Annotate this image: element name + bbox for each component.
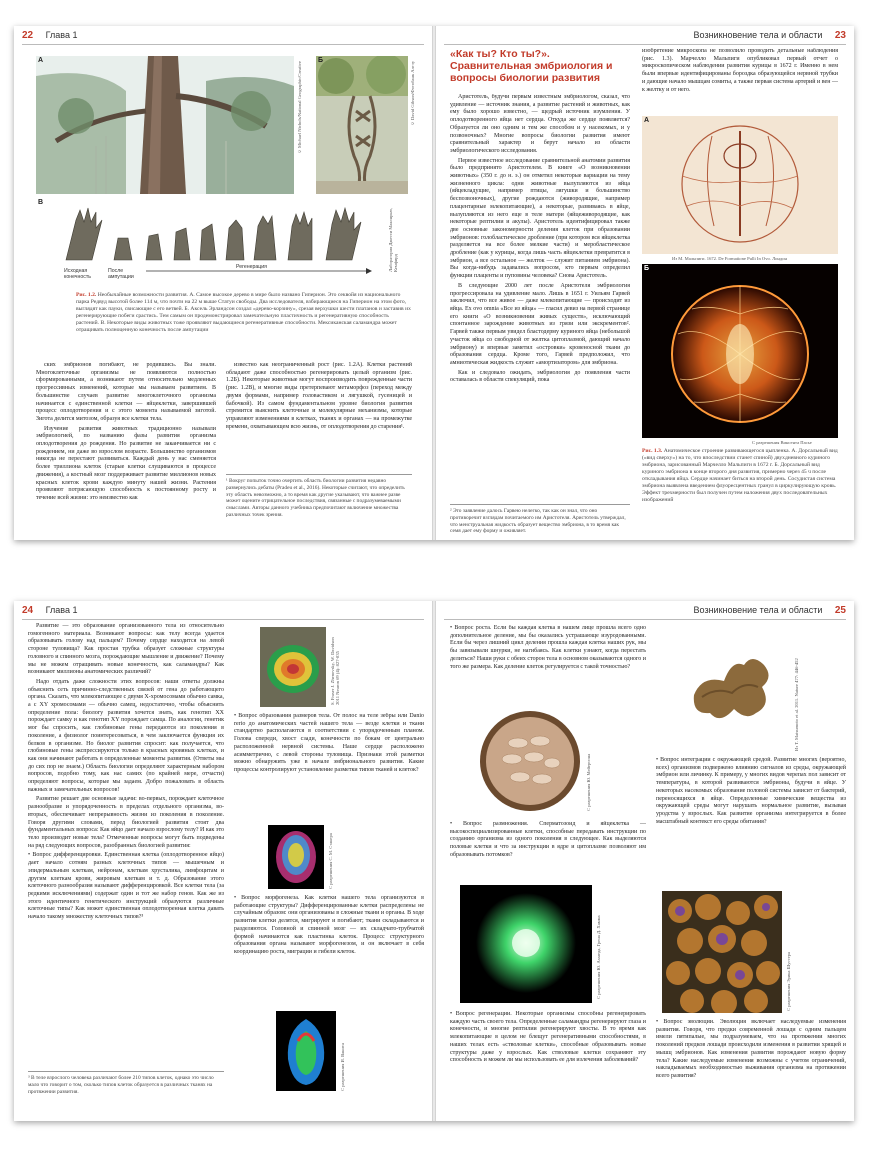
figure-organ-rudiment	[276, 1011, 336, 1091]
page-22	[14, 26, 432, 540]
figure-limb-regeneration	[36, 198, 384, 286]
paragraph: известно как неограниченный рост (рис. 1.2А). Клетки растений обладают даже способностью регенерировать целый организм (рис. 1.2Б). Некоторые животные могут воспроизводить поврежденные части (рис. 1.2В), и многие виды претерпевают метаморфоз (переход между двумя формами, например головастиком и лягушкой, гусеницей и бабочкой). Из самом фундаментальном уровне биология развития стремится выяснить клеточные и молекулярные механизмы, которые управляют изменениями в клетках, тканях и органах — на промежутке времени, охватывающем всю жизнь, от оплодотворения до старения¹.	[226, 362, 412, 430]
figure-basket-tree-photo	[316, 56, 408, 194]
planarian-illustration	[672, 625, 792, 751]
image-credit: С разрешения Эрика Шустера	[786, 952, 791, 1011]
image-credit: S. Fraser J. Zhenovsky, W. Davidson 2011 Neuron 69 (4): 827-835	[330, 637, 340, 705]
paragraph: изобретение микроскопа не позволило проводить детальные наблюдения (рис. 1.3). Марчелло Мальпиги опубликовал первый отчет о микроскопическом наблюдении развития курицы в 1672 г. Именно в нем были впервые идентифицированы бороздка образующейся нервной трубки и дающие начало мышцам сомиты, а также первая система артерий и вен — к желтку и от него.	[642, 48, 838, 93]
embryo-drawing-illustration	[642, 116, 838, 254]
paragraph: ских эмбрионов погибают, не родившись. Вы знали. Многоклеточные организмы не появляются полностью сформированными, а возникают путем относительно медленных прогрессивных изменений, которые мы называем развитием. В большинстве случаев развитие многоклеточного организма начинается с единственной клетки — яйцеклетки, завершившей процесс оплодотворения и с этого момента называемой зиготой. Зигота делится митозом, образуя все клетки тела.	[36, 362, 216, 422]
paragraph: В следующие 2000 лет после Аристотеля эмбриология прогрессировала на удивление мало. Лишь в 1651 г. Уильям Гарвей заключил, что все живое — даже млекопитающие — происходит из яйца. Ex ovo omnia «Все из яйца» — гласил девиз на первой странице его книги «О возникновении живых существ», исключающий спонтанное зарождение животных из грязи или экскрементов². Гарвей также первым увидел бластодерму куриного яйца (небольшой участок яйца со свободной от желтка цитоплазмой, дающий начало эмбриону) и впервые заметил «островки» кровеносной ткани до образования сердца. Кроме того, Гарвей предположил, что амниотическая жидкость служит «амортизатором» для эмбриона.	[450, 282, 630, 366]
figure-label-b: Б	[318, 57, 324, 64]
paragraph: Первое известное исследование сравнительной анатомии развития было предпринято Аристотелем. В книге «О возникновении животных» (350 г. до н. э.) он отметил некоторые вариации на тему жизненного цикла: одни животные вылупляются из яйца (яйцекладущие, например птицы, лягушки и большинство беспозвоночных), другие рождаются (живородящие, например плацентарные млекопитающие), а некоторые, развиваясь в яйце, вылупляются из него еще в теле матери (яйцеживородящие, как некоторые рептилии и акулы). Аристотель идентифицировал также две основные закономерности деления клеток при образовании эмбрионов: голобластическое дробление (при котором вся яйцеклетка разделяется на все более мелкие части) и меробластическое дробление (как у курицы, когда лишь часть яйцеклетки превратится в эмбрион, а все остальное — желток — служит питанием эмбриона). Вы когда-нибудь задавались вопросом, кто первым определил функции плаценты и пуповины человека? Снова Аристотель.	[450, 157, 630, 280]
photo-credit-b: © David Gibson/Фотобанк Алтзу	[410, 61, 415, 127]
page-number: 25	[834, 605, 846, 616]
page-24	[14, 601, 432, 1121]
photo-credit-a: © Michael Nichols/National Geographic/Creative	[297, 61, 302, 155]
footnote: ² Это заявление далось Гарвею нелегко, так как он знал, что оно противоречит взглядам почитаемого им Аристотеля. Аристотель утверждал, что менструальная жидкость образует вещество эмбриона, в то время как семя дает ему форму и оживляет.	[450, 504, 630, 540]
page-number: 23	[834, 30, 846, 41]
image-credit: С разрешения Ю. Ахмеда, Грена Д. Хамма	[596, 915, 601, 999]
figure-1-2-caption	[76, 292, 412, 356]
basket-tree-illustration	[316, 56, 408, 194]
figure-malpighi-drawing	[642, 116, 838, 254]
image-credit: С разрешения С. М. Стакера	[328, 833, 333, 889]
figure-tree-photo	[36, 56, 294, 194]
body-column-1	[36, 362, 216, 534]
figure-brain-fluorescence	[268, 825, 324, 889]
fluorescent-embryo-illustration	[642, 264, 838, 438]
paragraph: Надо отдать даже сложности этих вопросов: наши ответы должны объяснить сеть причинно-следственных связей от гена до работающего органа. Сказать, что млекопитающее с двумя X-хромосомами обычно самка, а с XY хромосомами — обычно самец, недостаточно, чтобы объяснить определение пола: биологу развития хочется знать, как генотип XX порождает самку и как генотип XY порождает самца. По аналогии, генетик мог бы спросить, как глобиновые гены передаются из поколения в поколение, а физиолог поинтересоваться, в чем заключается функция их белков в организме. Но биолог развития спросит: как получается, что глобиновые гены экспрессируются только в красных кровяных клетках, и как они начинают работать в определенные моменты развития. (Ответы мы до сих пор не знаем.) Область биологии определяют характерным набором вопросов, подобно тому, как нас самих (по крайней мере, отчасти) определяют вопросы, которые мы задаем. Добро пожаловать в область важных и замечательных вопросов!	[28, 678, 224, 793]
tag-after-amputation: После ампутации	[108, 268, 134, 280]
paragraph: Как и следовало ожидать, эмбриология до появления части оставалась в области спекуляций, пока	[450, 369, 630, 384]
body-column-1	[28, 623, 224, 1067]
paragraph: Развитие решает две основные задачи: во-первых, порождает клеточное разнообразие и упорядоченность в пределах отдельного организма, во-вторых, обеспечивает непрерывность жизни из поколения в поколение. Говоря другими словами, перед биологией развития стоят два фундаментальных вопроса: Как яйцо дает начало взрослому телу? И как это тело производит новые тела? Отмеченные вопросы могут быть подведены на ряд следующих вопросов, разобранных биологией развития:	[28, 796, 224, 849]
body-column-2	[226, 362, 412, 468]
figure-label-b: Б	[644, 265, 650, 272]
caption-label: Рис. 1.2.	[76, 292, 97, 298]
figure-polyp-photo	[662, 891, 782, 1013]
running-header	[444, 605, 846, 620]
section-title: «Как ты? Кто ты?». Сравнительная эмбриология и вопросы биологии развития	[450, 48, 613, 84]
running-header	[444, 30, 846, 45]
page-25	[436, 601, 854, 1121]
figure-credit-b: С разрешения Винсента Пасье	[752, 440, 812, 445]
footnote: ¹ Вокруг попыток точно очертить область биологии развития недавно развернулись дебаты (Pradeu et al., 2016). Некоторые считают, что определить эту область невозможно, а то время как другие указывают, что важнее разве может оцените отрицательное последствия, связанные с подразумеваемыми смыслами. Авторы данного учебника предпочитают включение множества различных точек зрения.	[226, 474, 412, 536]
figure-gonad-photo	[478, 709, 582, 813]
figure-label-a: А	[644, 117, 650, 124]
paragraph: Аристотель, будучи первым известным эмбриологом, сказал, что удивление — источник знания, а развитие растений и животных, как ему было хорошо известно, — щедрый источник изумления. У оплодотворенного яйца нет сердца. Откуда же сердце появляется? Образуется ли оно одним и тем же способом и у насекомых, и у позвоночных? Многие вопросы биологии развития имеют сравнительный характер и берут начало из области эмбриологического исследования.	[450, 94, 630, 154]
chapter-title: Глава 1	[45, 30, 78, 40]
gonad-illustration	[478, 709, 582, 813]
book-spread-top	[14, 26, 854, 540]
question-environment: • Вопрос интеграции с окружающей средой. Развитие многих (вероятно, всех) организмов подвержено влиянию сигналов из среды, окружающей эмбрион или личинку. К примеру, у многих видов черепах пол зависит от температуры, в которой развиваются эмбрионы, будучи в яйце. У некоторых насекомых образование половой системы зависит от бактерий, переносящихся в яйце. Определенные химические вещества из окружающей среды могут нарушать нормальное развитие, вызывая уродства у взрослых. Как развитие организма интегрируется в более масштабный контекст его среды обитания?	[656, 757, 846, 825]
green-embryo-illustration	[460, 885, 592, 1003]
figure-label-a: А	[38, 57, 44, 64]
chapter-title: Возникновение тела и области	[693, 605, 823, 615]
paragraph: Развитие — это образование организованного тела из относительно гомогенного материала. Возникают вопросы: как телу всегда удается образовывать голову над пальцем? Почему сердце находится на левой стороне туловища? Как простая трубка образует сложные структуры головного и спинного мозга, порождающие мышление и движение? Почему мы не можем отращивать новые конечности, как саламандры? Как возникают миллионы анатомических различий?	[28, 623, 224, 676]
figure-credit-a: Из М. Мальпиги. 1672. De Formatione Pulli In Ovo. Лондон	[672, 256, 787, 261]
chapter-title: Возникновение тела и области	[693, 30, 823, 40]
figure-zebrafish-pattern	[260, 627, 326, 707]
body-column-2	[642, 48, 838, 112]
question-evolution: • Вопрос эволюции. Эволюция включает наследуемые изменения развития. Говоря, что предки современной лошади с одним пальцем имели пятипалые, мы подразумеваем, что на протяжении многих поколений предков лошади происходили изменения в развитии хрящей и мышц эмбрионов. Как изменения развития порождают новую форму тела? Какие наследуемые изменения возможны с учетом ограничений, накладываемых необходимостью выживания организма на протяжении всего развития?	[656, 1019, 846, 1079]
polyp-illustration	[662, 891, 782, 1013]
photo-credit-c: Лаборатория Джесси Макэнрью, Кемфирд	[388, 207, 398, 272]
figure-label-c: В	[38, 199, 44, 206]
paragraph: Изучение развития животных традиционно называли эмбриологией, по названию фазы развития организма оплодотворения до рождения. Но развитие не заканчивается ни с рождением, ни даже во взрослом возрасте. Большинство организмов никогда не перестают развиваться. Каждый день у нас сменяется более триллиона клеток (старые клетки слущиваются в процессе движения), а костный мозг поддерживает развитие миллионов новых красных клеток крови каждую минуту нашей жизни. Растения проявляют потрясающую способность к постоянному росту и течение всей жизни: это неизвестно как	[36, 425, 216, 501]
paragraph: • Вопрос дифференцировки. Единственная клетка (оплодотворенное яйцо) дает начало сотням разных клеточных типов — мышечным и эпидермальным клеткам, нейронам, клеткам хрусталика, лимфоцитам и другим клеткам крови, жировым клеткам и т. д. Образование этого клеточного разнообразия называют дифференцировкой. Все клетки тела (за редкими исключениями) содержат один и тот же набор генов. Как же из этого идентичного генетического инструкций образуются различные клеточные типы? Как может единственная оплодотворенная клетка давать начало такому множеству клеточных типов?³	[28, 852, 224, 921]
image-credit: С разрешения И. Вакиса	[340, 1043, 345, 1091]
running-header	[22, 30, 424, 45]
question-pattern-formation: • Вопрос образования размеров тела. От полос на теле зебры или Danio rerio до анатомических частей нашего тела — везде клетки и ткани стандартно располагаются в соответствии с упорядоченным планом. Голова спереди, хвост сзади, конечности по бокам от центрально расположенной нервной системы. Наше сердце расположено асимметрично, с левой стороны туловища. Признаки этой разметки можно обнаружить уже в начале эмбрионального развития. Какие процессы контролируют установление разметки типов тканей и клеток?	[234, 713, 424, 773]
caption-text: Анатомическое строение развивающегося цыпленка. А. Дорсальный вид («вид сверху») на то, что впоследствии станет спиной) двухдневного куриного эмбриона, зарисованный Марчелло Мальпиги в 1672 г. Б. Дорсальный вид куриного эмбриона в конце второго дня развития, примерно через 45 ч после откладывания яйца. Сердце начинает биться на второй день. Сосудистая система эмбриона выявлена введением флуоресцентных гранул в циркулирующую кровь. Эффект трехмерности был получен путем наложения двух последовательных изображений	[642, 448, 838, 503]
page-23	[436, 26, 854, 540]
image-credit: Из T. Matsumoto et al. 2011. Nature 477: 446-452	[794, 658, 799, 751]
caption-text: Необычайные возможности развития. А. Самое высокое дерево в мире было названо Гиперион. Это секвойя из национального парка Редвуд высотой более 114 м, что почти на 22 м выше Статуи свободы. Два исследователя, взбирающиеся на Гиперион на этом фото, выглядят как пауки, свисающие с его ветвей. Б. Аксель Эрландсон создал «дерево-корзину», срезая верхушки шести платанов и заставив их регенерирующие побеги срастись. Тем самым он продемонстрировал замечательную пластичность и регенеративную способность растений. В. Некоторые виды животных тоже проявляют выдающиеся регенеративные способности. Мексиканская саламандра может отращивать полноценную конечность после ампутации	[76, 292, 411, 333]
brain-illustration	[268, 825, 324, 889]
tag-regeneration: Регенерация	[236, 264, 267, 270]
figure-chick-embryo-fluorescence	[642, 264, 838, 438]
figure-1-3-caption	[642, 448, 838, 534]
body-column-1	[450, 94, 630, 502]
tree-illustration	[36, 56, 294, 194]
page-number: 22	[22, 30, 34, 41]
tag-intact-limb: Исходная конечность	[64, 268, 91, 280]
running-header	[22, 605, 424, 620]
pattern-illustration	[260, 627, 326, 707]
question-reproduction: • Вопрос размножения. Сперматозоид и яйцеклетка — высокоспециализированные клетки, способные передавать инструкции по созданию организма из одного поколения в следующее. Как выделяются половые клетки и что за инструкции в ядре и цитоплазме позволяют им образовывать потомков?	[450, 821, 646, 858]
chapter-title: Глава 1	[45, 605, 78, 615]
figure-planarian-photo	[672, 625, 792, 751]
question-morphogenesis: • Вопрос морфогенеза. Как клетки нашего тела организуются в работающие структуры? Дифференцированные клетки распределены не случайным образом: они организованы в сложные ткани и органы. В ходе развития клетки делятся, мигрируют и погибают; ткани складываются и разделяются. Головной и спинной мозг — их складчато-трубчатой формой начинаются как пластинка клеток. Процесс структурного образования органа называют морфогенезом, и он включает в себя координацию роста, миграции и гибели клеток.	[234, 895, 424, 955]
rudiment-illustration	[276, 1011, 336, 1091]
footnote: ³ В теле взрослого человека различают более 210 типов клеток, однако это число мало что говорит о том, сколько типов клеток образуется в различных тканях на протяжении развития.	[28, 1071, 224, 1111]
caption-label: Рис. 1.3.	[642, 448, 663, 454]
figure-green-embryo	[460, 885, 592, 1003]
page-number: 24	[22, 605, 34, 616]
question-regeneration: • Вопрос регенерации. Некоторые организмы способны регенерировать каждую часть своего тела. Определенные саламандры регенерируют глаза и конечности, и многие рептилии регенерируют хвосты. В то время как млекопитающие в целом не блещут регенеративными способностями, в наших телах есть «стволовые клетки», способные образовывать новые структуры даже у взрослых. Как стволовые клетки сохраняют эту способность и можем ли мы использовать ее для излечения заболеваний?	[450, 1011, 646, 1064]
question-growth: • Вопрос роста. Если бы каждая клетка в нашем лице прошла всего одно дополнительное деление, мы бы оказались устрашающе изуродованными. Если бы через лишний цикл деления прошла каждая клетка наших рук, мы бы завязывали шнурки, не нагибаясь. Как клетки узнают, когда перестать делиться? Наши руки с обеих сторон тела в основном оказываются одного и того же размера. Как деление клеток регулируется с такой точностью?	[450, 625, 646, 670]
book-spread-bottom	[14, 601, 854, 1121]
image-credit: С разрешения Ю. Мейерсона	[586, 753, 591, 811]
